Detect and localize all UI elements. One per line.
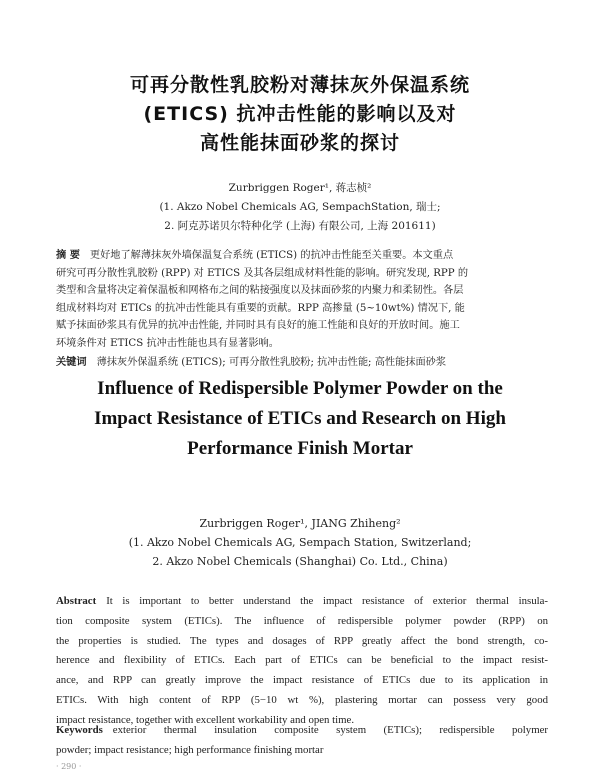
english-authors: Zurbriggen Roger¹, JIANG Zhiheng²	[199, 517, 401, 530]
chinese-abstract-label: 摘 要	[56, 249, 80, 261]
english-abstract-line: It is important to better understand the impact resistance of exterior thermal insula-	[106, 595, 548, 607]
chinese-title-line-2: (ETICS) 抗冲击性能的影响以及对	[143, 103, 457, 125]
english-abstract-label: Abstract	[56, 595, 97, 607]
english-title-line-3: Performance Finish Mortar	[187, 438, 413, 459]
english-affiliation-2: 2. Akzo Nobel Chemicals (Shanghai) Co. Ltd., China)	[152, 555, 448, 568]
chinese-abstract-line: 组成材料均对 ETICs 的抗冲击性能具有重要的贡献。RPP 高掺量 (5~10wt%) 情况下, 能	[56, 302, 465, 314]
chinese-abstract	[56, 247, 548, 335]
chinese-abstract-line: 更好地了解薄抹灰外墙保温复合系统 (ETICS) 的抗冲击性能至关重要。本文重点	[89, 250, 454, 261]
page-number: · 290 ·	[56, 762, 82, 771]
english-keywords-line: powder; impact resistance; high performance finishing mortar	[56, 743, 324, 756]
english-keywords-label: Keywords	[56, 724, 103, 736]
english-abstract-line: tion composite system (ETICs). The influence of redispersible polymer powder (RPP) on	[56, 614, 548, 627]
chinese-keywords-label: 关键词	[56, 356, 87, 368]
english-title-line-1: Influence of Redispersible Polymer Powder on the	[97, 378, 503, 399]
english-abstract-line: the properties is studied. The types and dosages of RPP greatly affect the bond strength, co-	[56, 634, 548, 647]
english-keywords	[56, 721, 548, 761]
english-abstract	[56, 592, 548, 731]
chinese-abstract-line: 环境条件对 ETICS 抗冲击性能也具有显著影响。	[56, 338, 279, 349]
chinese-abstract-line: 赋予抹面砂浆具有优异的抗冲击性能, 并同时具有良好的施工性能和良好的开放时间。施工	[56, 320, 460, 332]
chinese-abstract-tail	[56, 335, 548, 353]
english-abstract-line: ance, and RPP can greatly improve the impact resistance of ETICs due to its application in	[56, 674, 548, 687]
chinese-abstract-line: 研究可再分散性乳胶粉 (RPP) 对 ETICS 及其各层组成材料性能的影响。研究发现, RPP 的	[56, 267, 469, 279]
chinese-abstract-line: 类型和含量将决定着保温板和网格布之间的粘接强度以及抹面砂浆的内聚力和柔韧性。各层	[56, 285, 464, 297]
english-title-line-2: Impact Resistance of ETICs and Research on High	[94, 408, 506, 429]
english-keywords-line: exterior thermal insulation composite system (ETICs); redispersible polymer	[112, 724, 548, 736]
chinese-authors: Zurbriggen Roger¹, 蒋志桢²	[228, 182, 372, 194]
chinese-affiliation-2: 2. 阿克苏诺贝尔特种化学 (上海) 有限公司, 上海 201611)	[164, 220, 436, 232]
chinese-keywords-text: 薄抹灰外保温系统 (ETICS); 可再分散性乳胶粉; 抗冲击性能; 高性能抹面砂浆	[96, 357, 447, 368]
english-abstract-line: herence and flexibility of ETICs. Each part of ETICs can be beneficial to the impact resist-	[56, 654, 548, 667]
english-abstract-line: ETICs. With high content of RPP (5−10 wt %), plastering mortar can possess very good	[56, 693, 548, 706]
chinese-title-line-1: 可再分散性乳胶粉对薄抹灰外保温系统	[129, 74, 470, 96]
chinese-title-line-3: 高性能抹面砂浆的探讨	[199, 132, 400, 154]
chinese-keywords	[56, 353, 556, 368]
english-affiliation-1: (1. Akzo Nobel Chemicals AG, Sempach Station, Switzerland;	[128, 536, 472, 549]
chinese-affiliation-1: (1. Akzo Nobel Chemicals AG, SempachStation, 瑞士;	[159, 201, 441, 213]
english-abstract-line: impact resistance, together with excellent workability and open time.	[56, 713, 355, 726]
